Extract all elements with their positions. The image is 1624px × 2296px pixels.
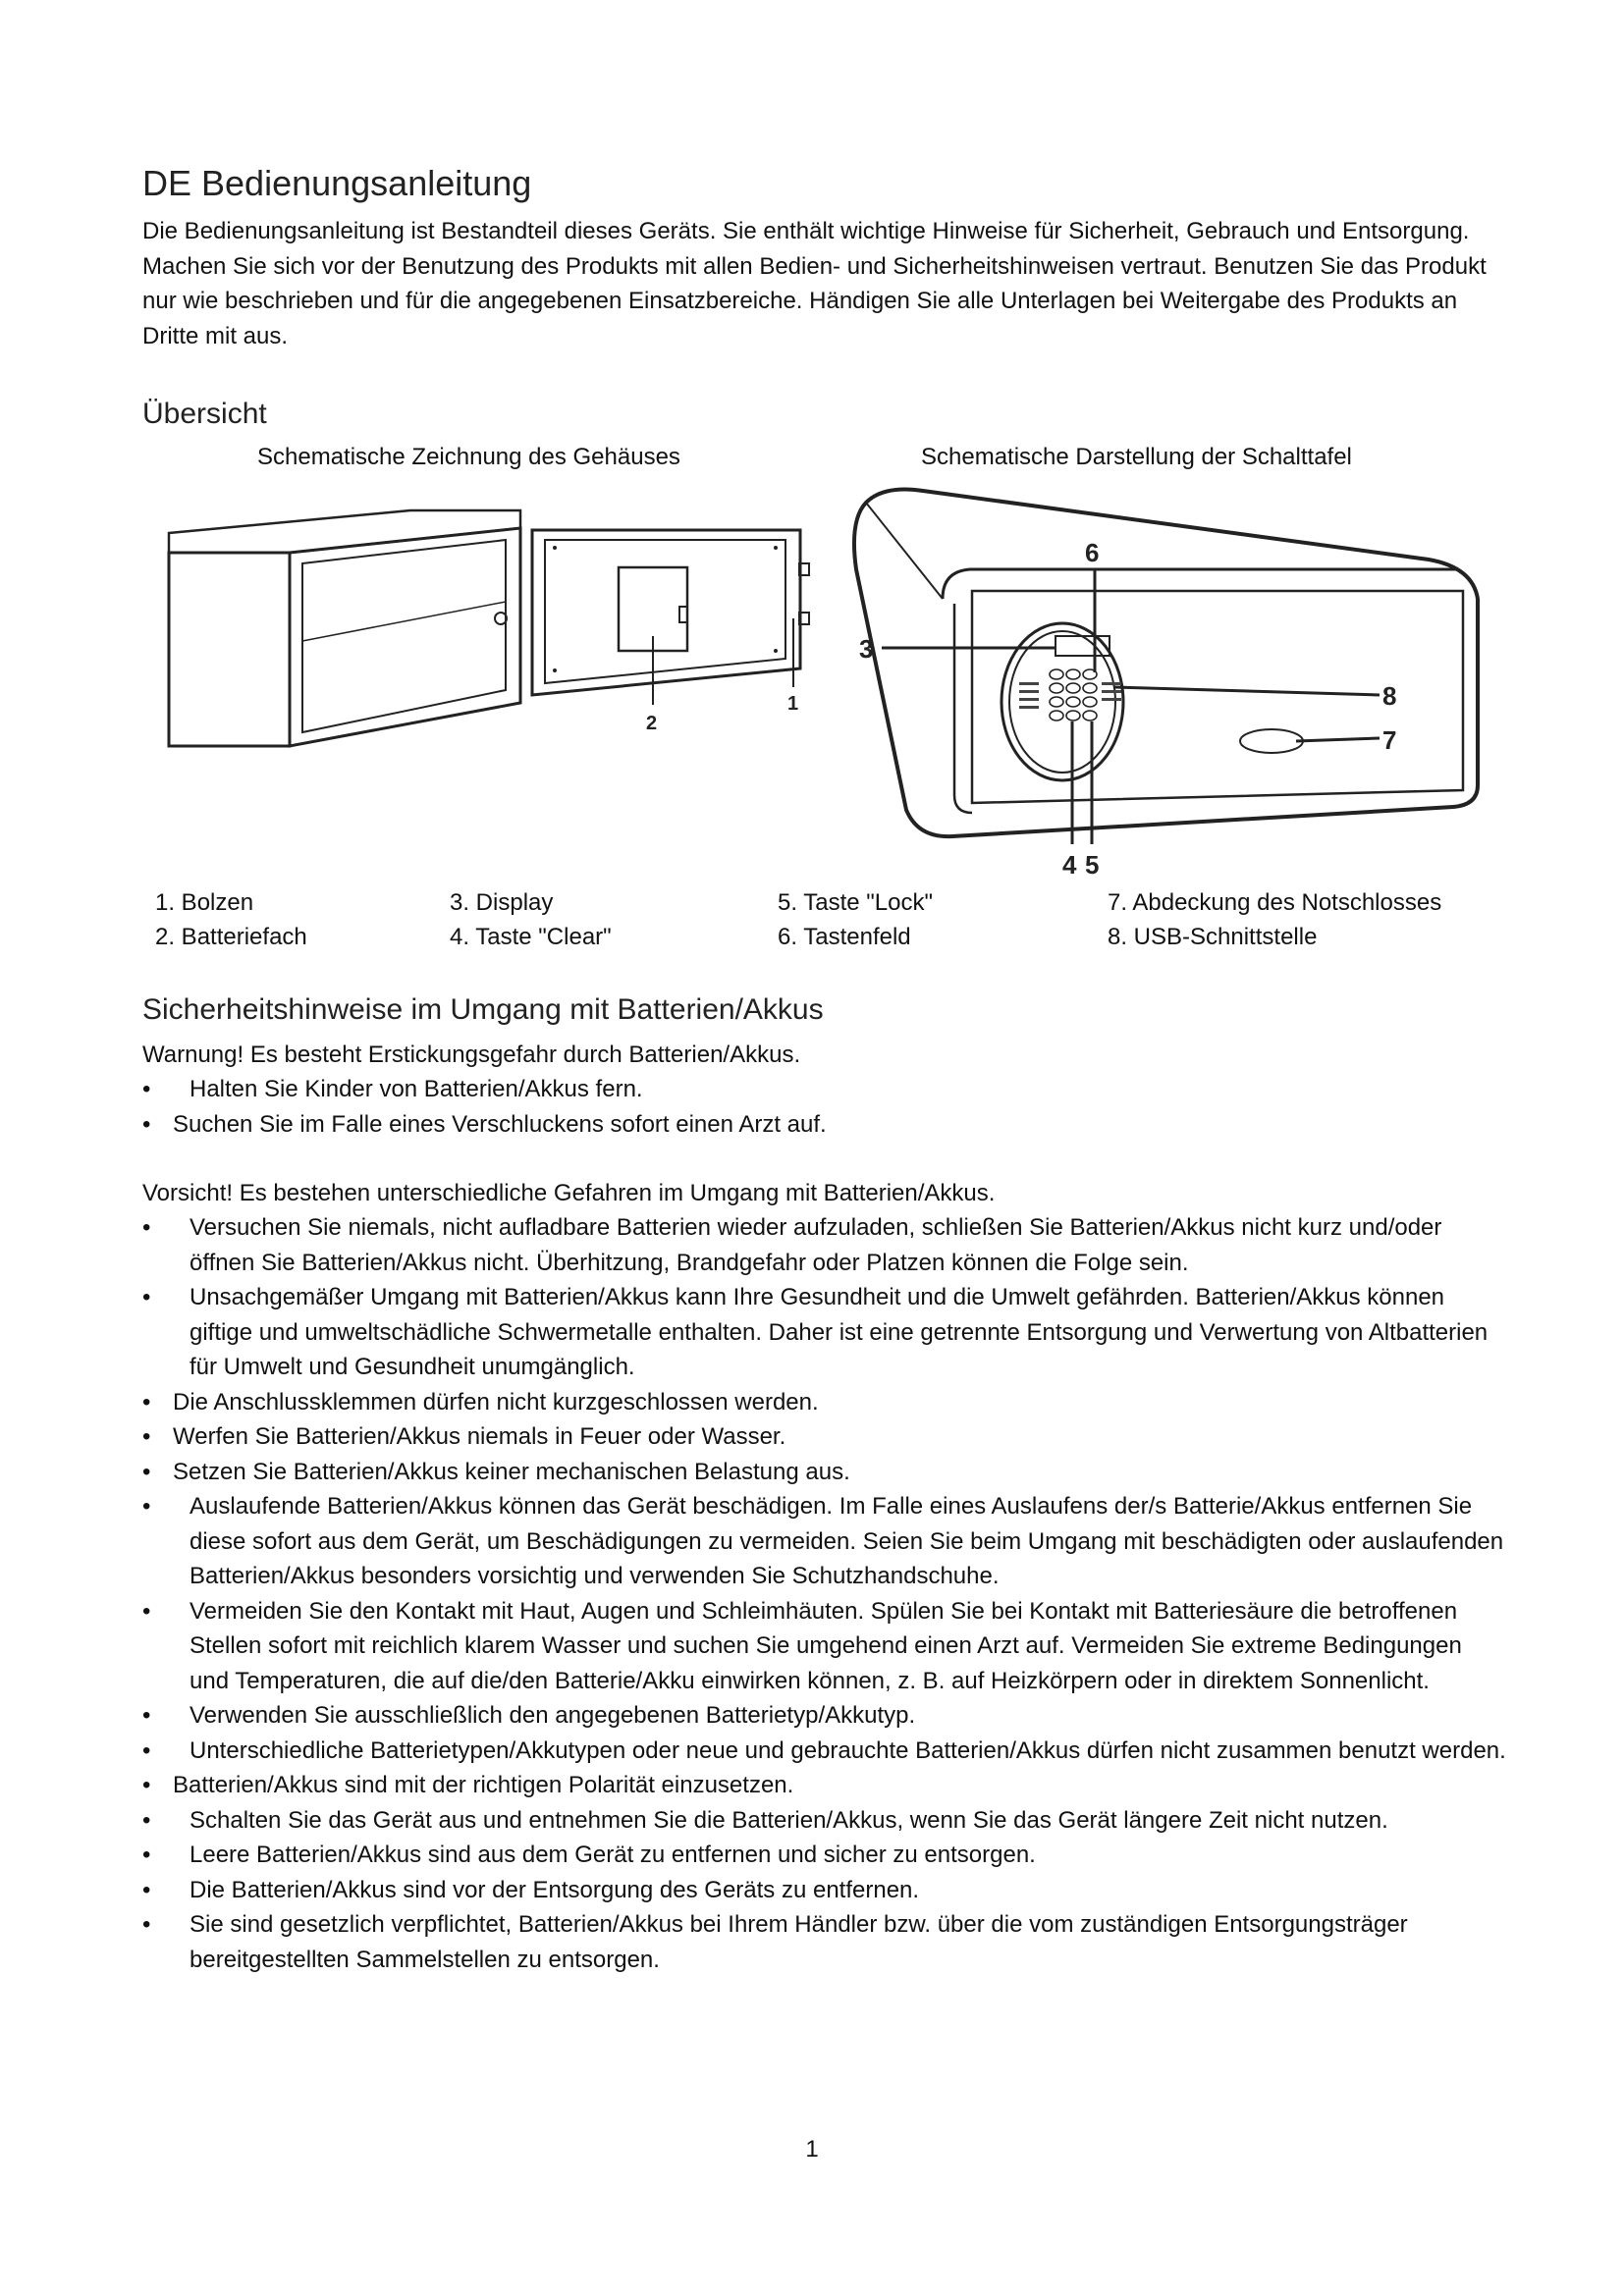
figure-label-3: 3 [859,634,874,664]
legend-column-3 [778,885,933,954]
safe-housing-drawing [157,469,825,764]
list-item: • Auslaufende Batterien/Akkus können das Gerät beschädigen. Im Falle eines Auslaufens der/s Batterie/Akkus entfernen Sie diese sofort aus dem Gerät, um Beschädigungen zu vermeiden. Seien Sie beim Umgang mit beschädigten oder auslaufenden Batterien/Akkus besonders vorsichtig und verwenden Sie Schutzhandschuhe. [142,1493,1504,1589]
list-item: • Batterien/Akkus sind mit der richtigen Polarität einzusetzen. [142,1772,794,1798]
warning-list [142,1072,1517,1142]
list-item: • Unterschiedliche Batterietypen/Akkutypen oder neue und gebrauchte Batterien/Akkus dürfen nicht zusammen benutzt werden. [142,1736,1506,1764]
legend-item: 6. Tastenfeld [778,924,911,950]
caution-list [142,1210,1507,1977]
figure-label-6: 6 [1085,538,1100,567]
list-item: • Versuchen Sie niemals, nicht aufladbare Batterien wieder aufzuladen, schließen Sie Batterien/Akkus nicht kurz und/oder öffnen Sie Batterien/Akkus nicht. Überhitzung, Brandgefahr oder Platzen können die Folge sein. [142,1214,1442,1276]
list-item: • Leere Batterien/Akkus sind aus dem Gerät zu entfernen und sicher zu entsorgen. [142,1842,1036,1868]
list-item: • Setzen Sie Batterien/Akkus keiner mechanischen Belastung aus. [142,1458,850,1485]
legend-item: 5. Taste "Lock" [778,889,934,916]
legend-column-1 [155,885,307,954]
list-item: • Sie sind gesetzlich verpflichtet, Batterien/Akkus bei Ihrem Händler bzw. über die vom zuständigen Entsorgungsträger bereitgestellten Sammelstellen zu entsorgen. [142,1911,1408,1973]
list-item: • Vermeiden Sie den Kontakt mit Haut, Augen und Schleimhäuten. Spülen Sie bei Kontakt mit Batteriesäure die betroffenen Stellen sofort mit reichlich klarem Wasser und suchen Sie umgehend einen Arzt auf. Vermeiden Sie extreme Bedingungen und Temperaturen, die auf die/den Batterie/Akku einwirken können, z. B. auf Heizkörpern oder in direktem Sonnenlicht. [142,1597,1462,1694]
legend-item: 7. Abdeckung des Notschlosses [1108,889,1442,916]
figure-caption-panel: Schematische Darstellung der Schalttafel [921,444,1352,470]
figure-label-2: 2 [646,713,658,734]
page-title: DE Bedienungsanleitung [142,163,532,203]
legend-column-2 [450,885,612,954]
legend-item: 8. USB-Schnittstelle [1108,924,1318,950]
legend-item: 2. Batteriefach [155,924,307,950]
list-item: • Verwenden Sie ausschließlich den angegebenen Batterietyp/Akkutyp. [142,1702,916,1729]
figure-label-4: 4 [1062,850,1077,880]
figure-label-7: 7 [1382,725,1397,755]
list-item: • Unsachgemäßer Umgang mit Batterien/Akkus kann Ihre Gesundheit und die Umwelt gefährden. Batterien/Akkus können giftige und umweltschädliche Schwermetalle enthalten. Daher ist eine getrennte Entsorgung und Verwertung von Altbatterien für Umwelt und Gesundheit unumgänglich. [142,1284,1489,1380]
control-panel-drawing [844,481,1502,893]
caution-text: Vorsicht! Es bestehen unterschiedliche Gefahren im Umgang mit Batterien/Akkus. [142,1180,996,1206]
list-item: • Suchen Sie im Falle eines Verschluckens sofort einen Arzt auf. [142,1110,827,1138]
legend-item: 3. Display [450,889,554,916]
legend-item: 1. Bolzen [155,889,254,916]
overview-heading: Übersicht [142,398,267,430]
figure-label-1: 1 [787,693,799,715]
list-item: • Die Batterien/Akkus sind vor der Entsorgung des Geräts zu entfernen. [142,1876,920,1903]
legend-column-4 [1108,885,1441,954]
warning-text: Warnung! Es besteht Erstickungsgefahr durch Batterien/Akkus. [142,1041,801,1068]
page-number: 1 [805,2136,819,2163]
figure-caption-housing: Schematische Zeichnung des Gehäuses [257,444,680,470]
legend-item: 4. Taste "Clear" [450,924,612,950]
figure-label-5: 5 [1085,850,1100,880]
list-item: • Halten Sie Kinder von Batterien/Akkus fern. [142,1076,643,1102]
figure-label-8: 8 [1382,681,1397,711]
list-item: • Werfen Sie Batterien/Akkus niemals in Feuer oder Wasser. [142,1423,786,1450]
list-item: • Schalten Sie das Gerät aus und entnehmen Sie die Batterien/Akkus, wenn Sie das Gerät längere Zeit nicht nutzen. [142,1806,1388,1834]
intro-paragraph: Die Bedienungsanleitung ist Bestandteil dieses Geräts. Sie enthält wichtige Hinweise für Sicherheit, Gebrauch und Entsorgung. Machen Sie sich vor der Benutzung des Produkts mit allen Bedien- und Sicherheitshinweisen vertraut. Benutzen Sie das Produkt nur wie beschrieben und für die angegebenen Einsatzbereiche. Händigen Sie alle Unterlagen bei Weitergabe des Produkts an Dritte mit aus. [142,218,1487,349]
list-item: • Die Anschlussklemmen dürfen nicht kurzgeschlossen werden. [142,1388,819,1415]
safety-heading: Sicherheitshinweise im Umgang mit Batterien/Akkus [142,993,824,1026]
